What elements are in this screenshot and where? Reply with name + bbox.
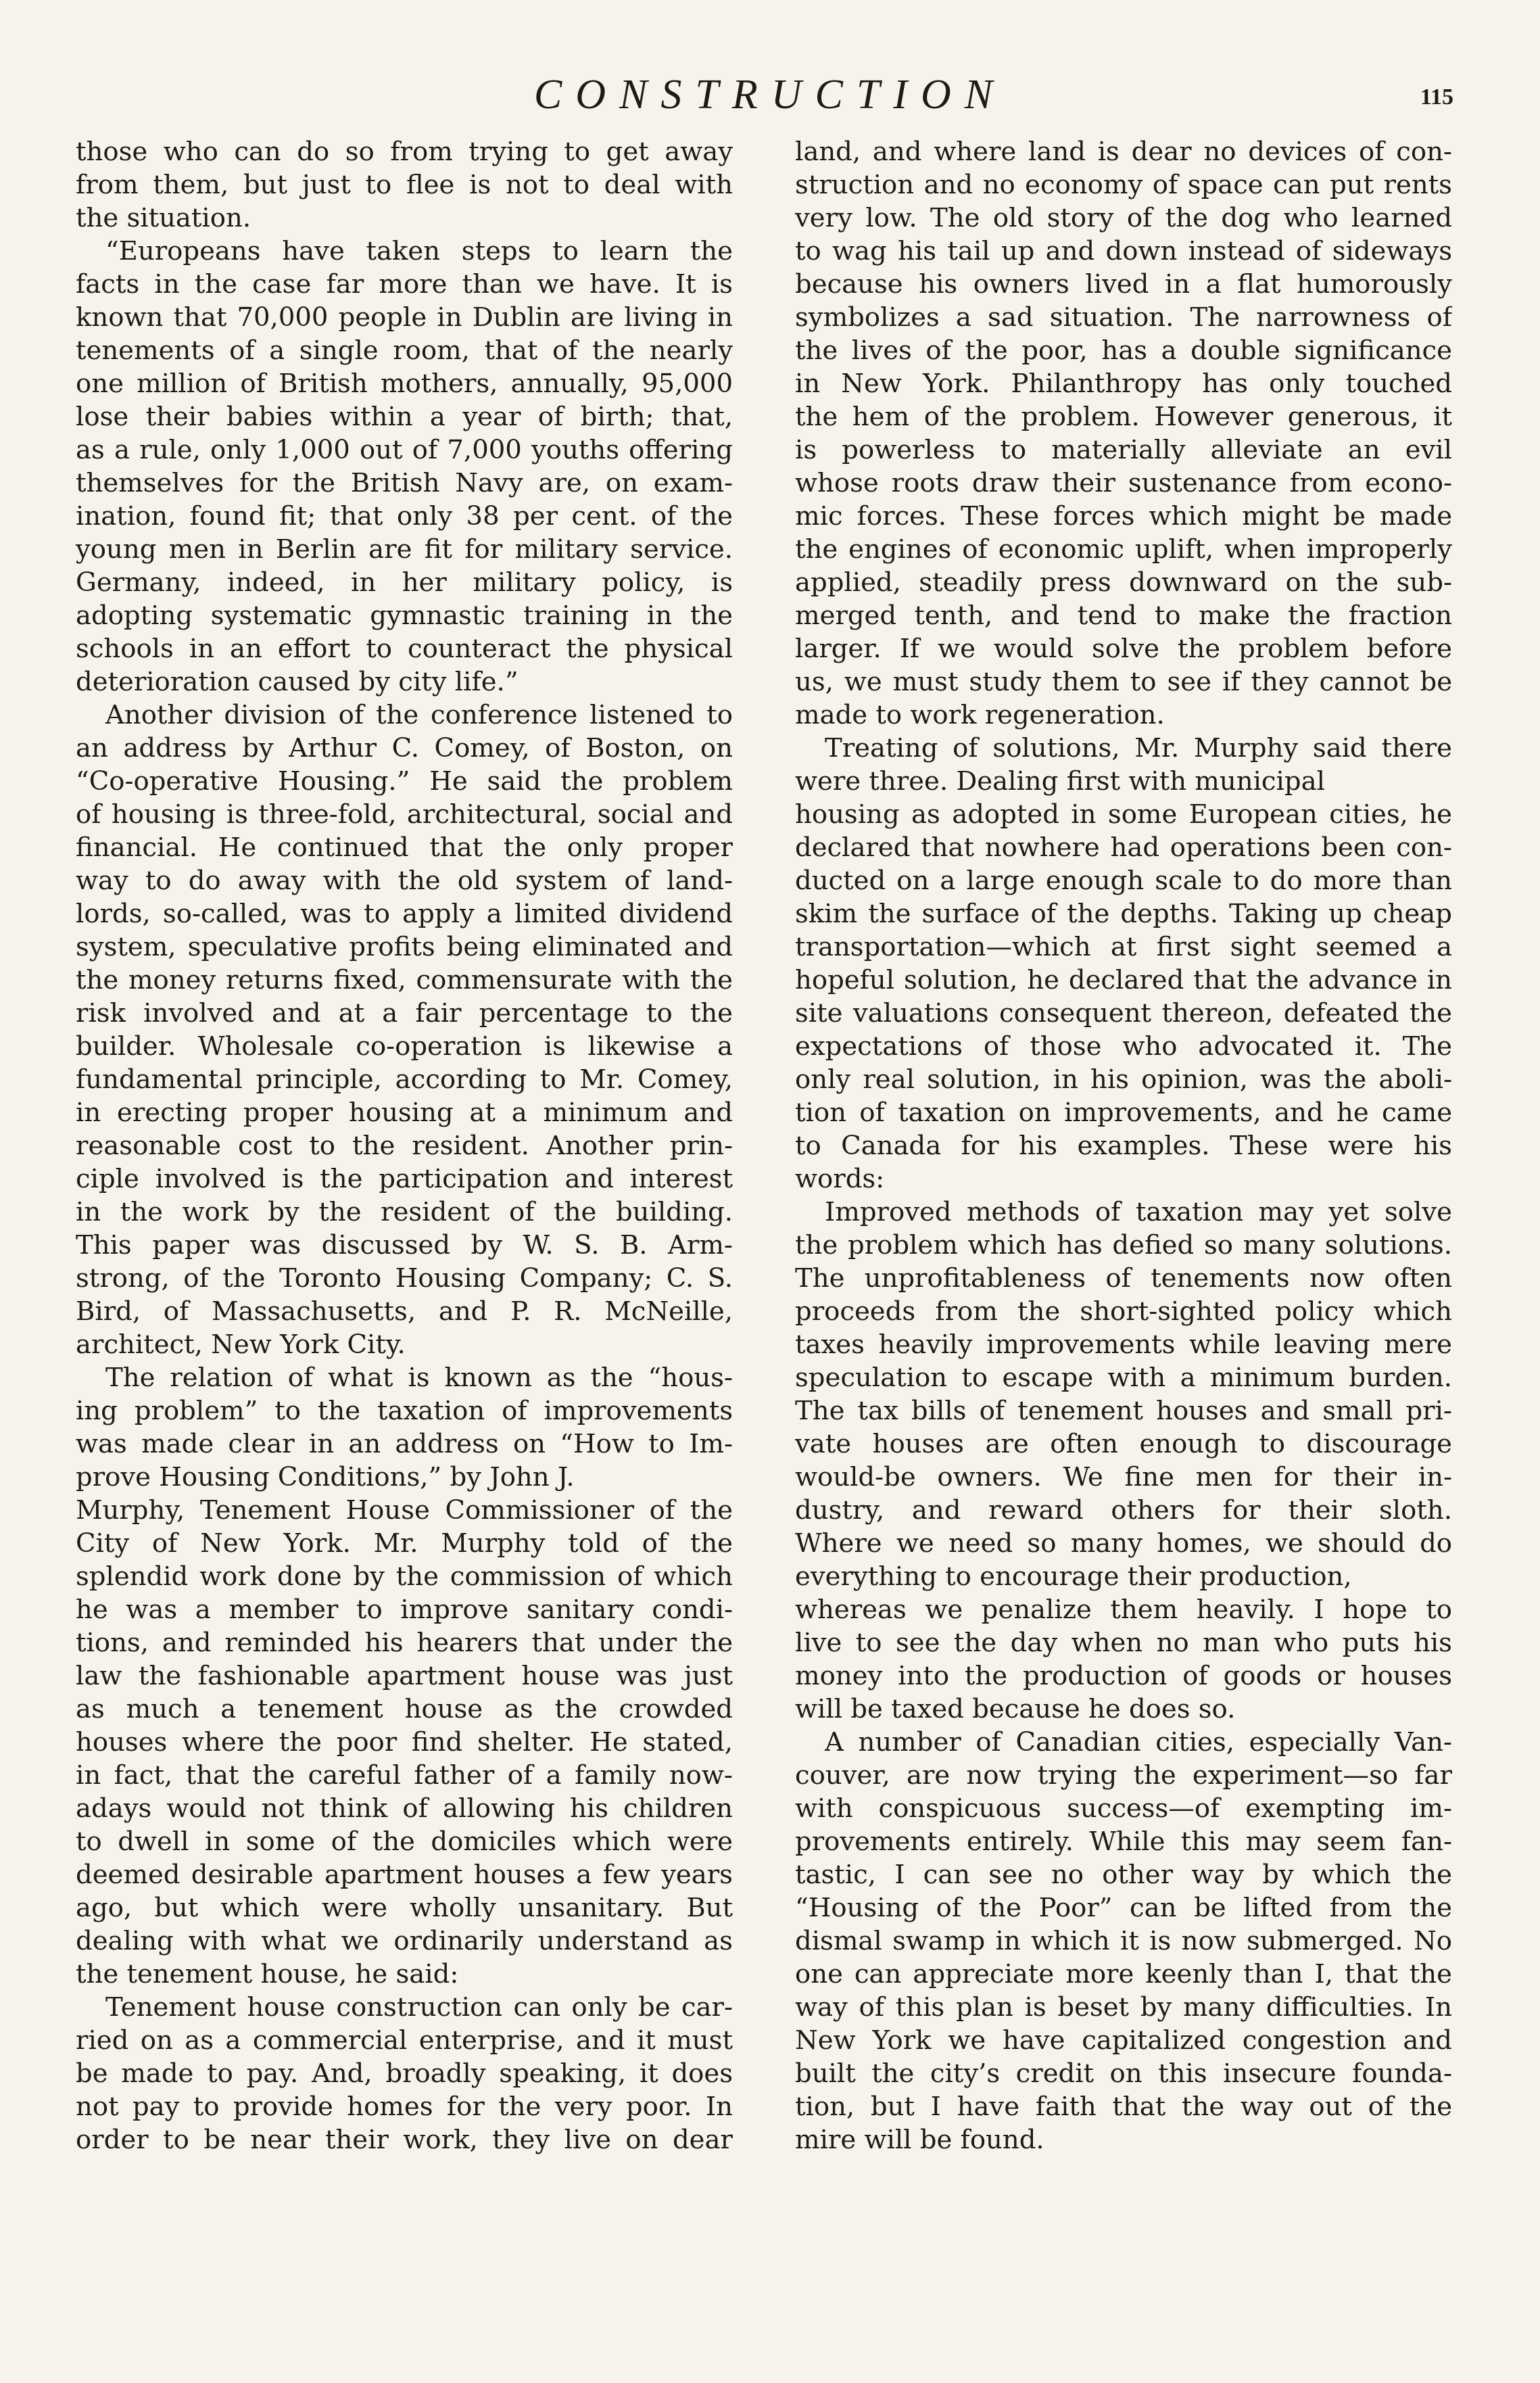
text-line: Another division of the conference listened to [105, 700, 733, 730]
text-line: reasonable cost to the resident. Another prin- [76, 1131, 733, 1161]
text-line: the situation. [76, 203, 251, 233]
text-line: built the city’s credit on this insecure founda- [795, 2058, 1452, 2089]
text-line: couver, are now trying the experiment—so far [795, 1760, 1452, 1791]
text-line: in erecting proper housing at a minimum and [76, 1098, 733, 1128]
text-line: Where we need so many homes, we should do [795, 1528, 1452, 1559]
text-line: everything to encourage their production, [795, 1561, 1352, 1592]
text-line: applied, steadily press downward on the sub- [795, 567, 1452, 598]
text-line: ago, but which were wholly unsanitary. But [76, 1893, 733, 1923]
text-line: larger. If we would solve the problem before [795, 634, 1452, 664]
text-line: because his owners lived in a flat humorously [795, 269, 1452, 300]
text-line: the hem of the problem. However generous, it [795, 402, 1452, 432]
text-line: as a rule, only 1,000 out of 7,000 youths offering [76, 435, 733, 465]
text-line: tion of taxation on improvements, and he came [795, 1098, 1452, 1128]
running-title: CONSTRUCTION [533, 72, 1007, 118]
text-line: whose roots draw their sustenance from econo- [795, 468, 1452, 498]
text-line: mire will be found. [795, 2125, 1044, 2155]
text-line: one can appreciate more keenly than I, that the [795, 1959, 1452, 1989]
text-line: New York we have capitalized congestion and [795, 2025, 1452, 2056]
text-line: way of this plan is beset by many difficulties. In [795, 1992, 1452, 2023]
text-line: of housing is three-fold, architectural, social and [76, 799, 733, 830]
text-line: themselves for the British Navy are, on exam- [76, 468, 733, 498]
text-line: ried on as a commercial enterprise, and it must [76, 2025, 733, 2056]
text-line: mic forces. These forces which might be made [795, 501, 1452, 532]
text-line: Germany, indeed, in her military policy, is [76, 567, 733, 598]
text-line: proceeds from the short-sighted policy which [795, 1296, 1452, 1327]
text-line: symbolizes a sad situation. The narrowness of [795, 302, 1452, 333]
text-line: merged tenth, and tend to make the fraction [795, 600, 1452, 631]
text-line: vate houses are often enough to discourage [795, 1429, 1452, 1459]
text-line: declared that nowhere had operations been con- [795, 832, 1452, 863]
text-line: ciple involved is the participation and interest [76, 1164, 733, 1194]
text-line: schools in an effort to counteract the physical [76, 634, 733, 664]
text-line: with conspicuous success—of exempting im- [795, 1793, 1452, 1824]
text-line: the lives of the poor, has a double significance [795, 335, 1452, 366]
text-line: The unprofitableness of tenements now often [795, 1263, 1452, 1294]
text-line: lords, so-called, was to apply a limited dividend [76, 899, 733, 929]
text-line: is powerless to materially alleviate an evil [795, 435, 1452, 465]
text-line: deterioration caused by city life.” [76, 667, 519, 697]
text-line: lose their babies within a year of birth; that, [76, 402, 733, 432]
text-line: taxes heavily improvements while leaving mere [795, 1329, 1452, 1360]
text-line: known that 70,000 people in Dublin are living in [76, 302, 733, 333]
text-line: expectations of those who advocated it. The [795, 1031, 1452, 1062]
text-line: ducted on a large enough scale to do more than [795, 866, 1452, 896]
text-line: in New York. Philanthropy has only touched [795, 369, 1452, 399]
text-line: tions, and reminded his hearers that under the [76, 1628, 733, 1658]
text-line: ination, found fit; that only 38 per cent. of the [76, 501, 733, 532]
text-line: facts in the case far more than we have. It is [76, 269, 733, 300]
page-number: 115 [1420, 85, 1453, 110]
text-line: site valuations consequent thereon, defeated the [795, 998, 1452, 1029]
text-line: speculation to escape with a minimum burden. [795, 1363, 1452, 1393]
text-line: the money returns fixed, commensurate with the [76, 965, 733, 995]
left-column [76, 135, 733, 2156]
text-line: Bird, of Massachusetts, and P. R. McNeille, [76, 1296, 733, 1327]
text-line: to dwell in some of the domiciles which were [76, 1826, 733, 1857]
text-line: builder. Wholesale co-operation is likewise a [76, 1031, 733, 1062]
text-line: The tax bills of tenement houses and small pri- [795, 1396, 1452, 1426]
text-line: way to do away with the old system of land- [76, 866, 733, 896]
text-line: were three. Dealing first with municipal [795, 766, 1325, 797]
text-line: young men in Berlin are fit for military service. [76, 534, 733, 565]
text-line: adays would not think of allowing his children [76, 1793, 733, 1824]
text-line: City of New York. Mr. Murphy told of the [76, 1528, 733, 1559]
text-line: “Housing of the Poor” can be lifted from the [795, 1893, 1452, 1923]
text-line: an address by Arthur C. Comey, of Boston, on [76, 733, 733, 763]
text-line: Treating of solutions, Mr. Murphy said there [825, 733, 1452, 763]
text-line: in fact, that the careful father of a family now- [76, 1760, 733, 1791]
text-line: the tenement house, he said: [76, 1959, 459, 1989]
text-line: deemed desirable apartment houses a few years [76, 1860, 733, 1890]
text-line: housing as adopted in some European cities, he [795, 799, 1452, 830]
text-line: tenements of a single room, that of the nearly [76, 335, 733, 366]
text-line: tion, but I have faith that the way out of the [795, 2092, 1452, 2122]
text-line: Murphy, Tenement House Commissioner of the [76, 1495, 733, 1526]
text-line: strong, of the Toronto Housing Company; C. S. [76, 1263, 733, 1294]
text-line: words: [795, 1164, 885, 1194]
text-line: be made to pay. And, broadly speaking, it does [76, 2058, 733, 2089]
text-line: he was a member to improve sanitary condi- [76, 1595, 733, 1625]
text-line: provements entirely. While this may seem fan- [795, 1826, 1452, 1857]
text-line: made to work regeneration. [795, 700, 1165, 730]
text-line: dealing with what we ordinarily understand as [76, 1926, 733, 1956]
text-line: law the fashionable apartment house was just [76, 1661, 733, 1691]
text-line: would-be owners. We fine men for their in- [795, 1462, 1452, 1492]
text-line: financial. He continued that the only proper [76, 832, 733, 863]
text-line: A number of Canadian cities, especially Van- [825, 1727, 1452, 1757]
text-line: only real solution, in his opinion, was the aboli- [795, 1064, 1452, 1095]
text-line: dismal swamp in which it is now submerged. No [795, 1926, 1452, 1956]
text-line: Tenement house construction can only be car- [105, 1992, 733, 2023]
text-line: not pay to provide homes for the very poor. In [76, 2092, 733, 2122]
text-line: to Canada for his examples. These were his [795, 1131, 1452, 1161]
text-line: will be taxed because he does so. [795, 1694, 1236, 1724]
text-line: dustry, and reward others for their sloth. [795, 1495, 1452, 1526]
text-line: tastic, I can see no other way by which the [795, 1860, 1452, 1890]
text-line: in the work by the resident of the building. [76, 1197, 733, 1227]
text-line: The relation of what is known as the “hous- [105, 1363, 733, 1393]
text-line: whereas we penalize them heavily. I hope to [795, 1595, 1452, 1625]
text-line: Improved methods of taxation may yet solve [825, 1197, 1452, 1227]
text-line: the engines of economic uplift, when improperly [795, 534, 1452, 565]
text-line: “Europeans have taken steps to learn the [105, 236, 733, 266]
text-line: land, and where land is dear no devices of con- [795, 137, 1452, 167]
text-line: hopeful solution, he declared that the advance in [795, 965, 1452, 995]
text-line: money into the production of goods or houses [795, 1661, 1452, 1691]
text-line: those who can do so from trying to get away [76, 137, 733, 167]
text-line: “Co-operative Housing.” He said the problem [76, 766, 733, 797]
text-line: This paper was discussed by W. S. B. Arm- [76, 1230, 733, 1260]
text-line: fundamental principle, according to Mr. Comey, [76, 1064, 733, 1095]
text-line: us, we must study them to see if they cannot be [795, 667, 1452, 697]
text-line: order to be near their work, they live on dear [76, 2125, 733, 2155]
right-column [795, 135, 1452, 2156]
text-line: was made clear in an address on “How to Im- [76, 1429, 733, 1459]
text-line: from them, but just to flee is not to deal with [76, 170, 733, 200]
text-line: very low. The old story of the dog who learned [795, 203, 1452, 233]
text-line: the problem which has defied so many solutions. [795, 1230, 1452, 1260]
text-line: ing problem” to the taxation of improvements [76, 1396, 733, 1426]
text-line: live to see the day when no man who puts his [795, 1628, 1452, 1658]
text-line: as much a tenement house as the crowded [76, 1694, 733, 1724]
text-line: prove Housing Conditions,” by John J. [76, 1462, 575, 1492]
text-line: skim the surface of the depths. Taking up cheap [795, 899, 1452, 929]
text-line: transportation—which at first sight seemed a [795, 932, 1452, 962]
text-line: architect, New York City. [76, 1329, 406, 1360]
text-line: struction and no economy of space can put rents [795, 170, 1452, 200]
text-line: adopting systematic gymnastic training in the [76, 600, 733, 631]
text-line: splendid work done by the commission of which [76, 1561, 733, 1592]
text-line: risk involved and at a fair percentage to the [76, 998, 733, 1029]
text-line: one million of British mothers, annually, 95,000 [76, 369, 733, 399]
text-line: system, speculative profits being eliminated and [76, 932, 733, 962]
text-line: houses where the poor find shelter. He stated, [76, 1727, 733, 1757]
text-line: to wag his tail up and down instead of sideways [795, 236, 1452, 266]
